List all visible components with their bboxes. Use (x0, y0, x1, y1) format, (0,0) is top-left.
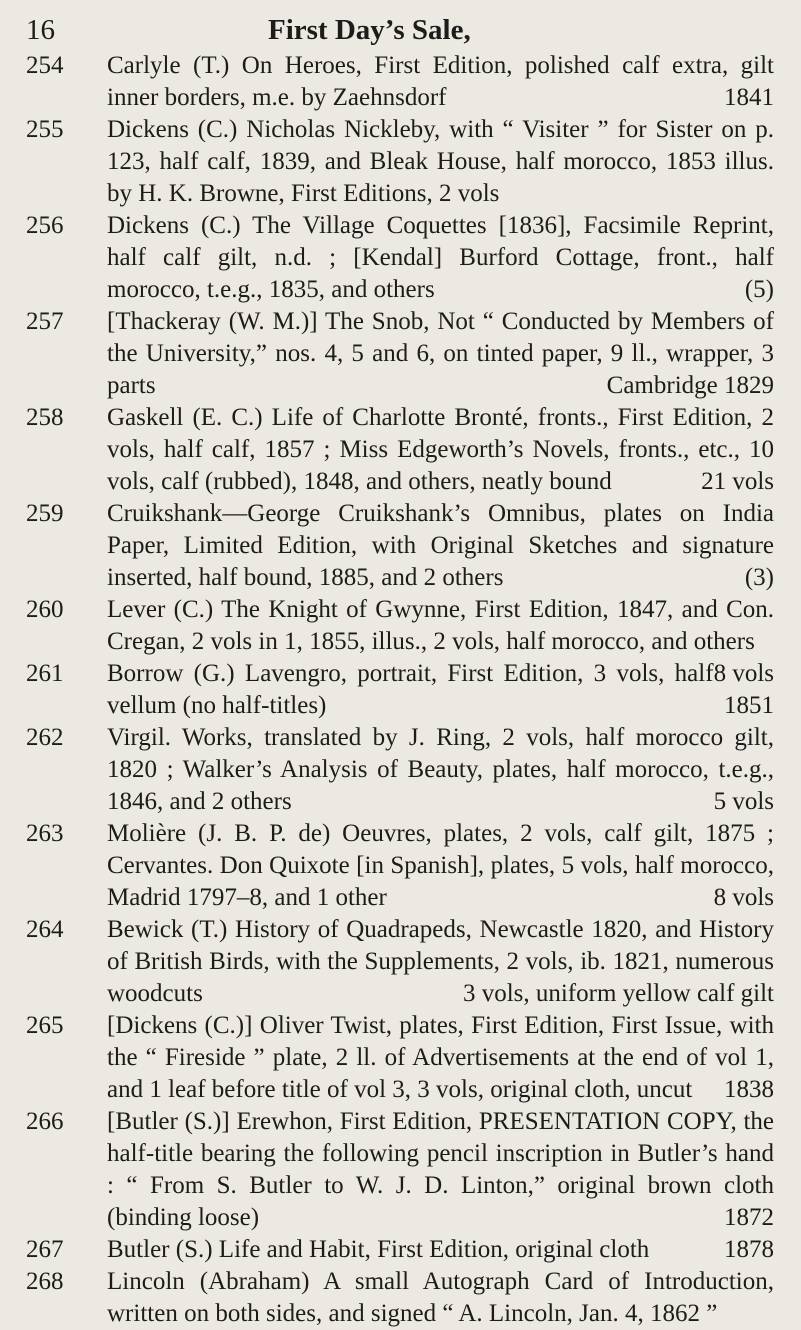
lot-text: Dickens (C.) Nicholas Nickleby, with “ Visiter ” for Sister on p. 123, half calf, 1839, and Bleak House, half morocco, 1853 illus. by H. K. Browne, First Editions, 2 vols (107, 116, 774, 207)
lot-trail: Cambridge 1829 (606, 372, 774, 399)
lot-number: 262 (26, 724, 64, 751)
lot-text: Cruikshank—George Cruikshank’s Omnibus, plates on India Paper, Limited Edition, with Original Sketches and signature inserted, half bound, 1885, and 2 others (107, 500, 774, 591)
lot-number: 255 (26, 116, 64, 143)
running-title: First Day’s Sale, (268, 14, 471, 46)
lot-entry (0, 1010, 801, 1106)
lot-entry (0, 1106, 801, 1234)
lot-trail: 1851 (724, 692, 774, 719)
lot-text: Butler (S.) Life and Habit, First Edition, original cloth (107, 1236, 650, 1263)
lot-trail: 3 vols, uniform yellow calf gilt (462, 980, 774, 1007)
lot-trail: 8 vols (713, 660, 774, 687)
lot-text: Bewick (T.) History of Quadrapeds, Newcastle 1820, and History of British Birds, with the Supplements, 2 vols, ib. 1821, numerous woodcuts (107, 916, 774, 1007)
lot-number: 260 (26, 596, 64, 623)
lot-entry (0, 498, 801, 594)
lot-entry (0, 658, 801, 722)
lot-trail: 5 vols (713, 788, 774, 815)
lot-text: Carlyle (T.) On Heroes, First Edition, polished calf extra, gilt inner borders, m.e. by Zaehnsdorf (107, 52, 774, 111)
lot-trail: 1841 (724, 84, 774, 111)
lot-entry (0, 818, 801, 914)
lot-description (107, 402, 774, 498)
lot-number: 268 (26, 1268, 64, 1295)
lot-trail: (3) (744, 564, 774, 591)
lot-entry (0, 402, 801, 498)
lot-trail: 21 vols (701, 468, 774, 495)
lot-list (0, 50, 801, 1330)
lot-description (107, 210, 774, 306)
page-number: 16 (26, 14, 55, 46)
lot-description (107, 722, 774, 818)
lot-entry (0, 306, 801, 402)
lot-number: 264 (26, 916, 64, 943)
lot-description (107, 594, 774, 687)
lot-trail: 1838 (724, 1076, 774, 1103)
lot-number: 256 (26, 212, 64, 239)
lot-number: 261 (26, 660, 64, 687)
lot-description (107, 1106, 774, 1234)
lot-number: 265 (26, 1012, 64, 1039)
lot-description (107, 306, 774, 402)
lot-entry (0, 210, 801, 306)
lot-number: 257 (26, 308, 64, 335)
lot-text: [Thackeray (W. M.)] The Snob, Not “ Conducted by Members of the University,” nos. 4, 5 and 6, on tinted paper, 9 ll., wrapper, 3 parts (107, 308, 774, 399)
lot-number: 259 (26, 500, 64, 527)
lot-description (107, 1234, 774, 1266)
lot-trail: 1878 (724, 1236, 774, 1263)
lot-description (107, 1266, 774, 1330)
lot-description (107, 818, 774, 914)
lot-entry (0, 1266, 801, 1330)
lot-description (107, 658, 774, 722)
lot-number: 267 (26, 1236, 64, 1263)
lot-description (107, 50, 774, 114)
lot-trail: 1872 (724, 1204, 774, 1231)
lot-text: [Dickens (C.)] Oliver Twist, plates, First Edition, First Issue, with the “ Fireside ” plate, 2 ll. of Advertisements at the end of vol 1, and 1 leaf before title of vol 3, 3 vols, original cloth, uncut (107, 1012, 774, 1103)
lot-text: Lincoln (Abraham) A small Autograph Card of Introduction, written on both sides, and signed “ A. Lincoln, Jan. 4, 1862 ” (107, 1268, 774, 1327)
lot-entry (0, 914, 801, 1010)
lot-entry (0, 114, 801, 210)
lot-trail: 8 vols (713, 884, 774, 911)
lot-text: Borrow (G.) Lavengro, portrait, First Edition, 3 vols, half vellum (no half-titles) (107, 660, 714, 719)
lot-text: Virgil. Works, translated by J. Ring, 2 vols, half morocco gilt, 1820 ; Walker’s Analysis of Beauty, plates, half morocco, t.e.g., 1846, and 2 others (107, 724, 774, 815)
lot-number: 266 (26, 1108, 64, 1135)
lot-text: Molière (J. B. P. de) Oeuvres, plates, 2 vols, calf gilt, 1875 ; Cervantes. Don Quixote [in Spanish], plates, 5 vols, half morocco, Madrid 1797–8, and 1 other (107, 820, 774, 911)
lot-description (107, 114, 774, 210)
lot-entry (0, 1234, 801, 1266)
lot-entry (0, 50, 801, 114)
page-header (0, 12, 801, 52)
lot-trail: (5) (744, 276, 774, 303)
lot-text: Lever (C.) The Knight of Gwynne, First Edition, 1847, and Con. Cregan, 2 vols in 1, 1855, illus., 2 vols, half morocco, and others (107, 596, 774, 655)
lot-number: 258 (26, 404, 64, 431)
lot-description (107, 498, 774, 594)
lot-number: 254 (26, 52, 64, 79)
lot-number: 263 (26, 820, 64, 847)
lot-description (107, 914, 774, 1010)
lot-text: Dickens (C.) The Village Coquettes [1836], Facsimile Reprint, half calf gilt, n.d. ; [Kendal] Burford Cottage, front., half morocco, t.e.g., 1835, and others (107, 212, 774, 303)
lot-text: Gaskell (E. C.) Life of Charlotte Bronté, fronts., First Edition, 2 vols, half calf, 1857 ; Miss Edgeworth’s Novels, fronts., etc., 10 vols, calf (rubbed), 1848, and others, neatly bound (107, 404, 774, 495)
lot-entry (0, 722, 801, 818)
lot-description (107, 1010, 774, 1106)
lot-text: [Butler (S.)] Erewhon, First Edition, PRESENTATION COPY, the half-title bearing the following pencil inscription in Butler’s hand : “ From S. Butler to W. J. D. Linton,” original brown cloth (binding loose) (107, 1108, 774, 1231)
